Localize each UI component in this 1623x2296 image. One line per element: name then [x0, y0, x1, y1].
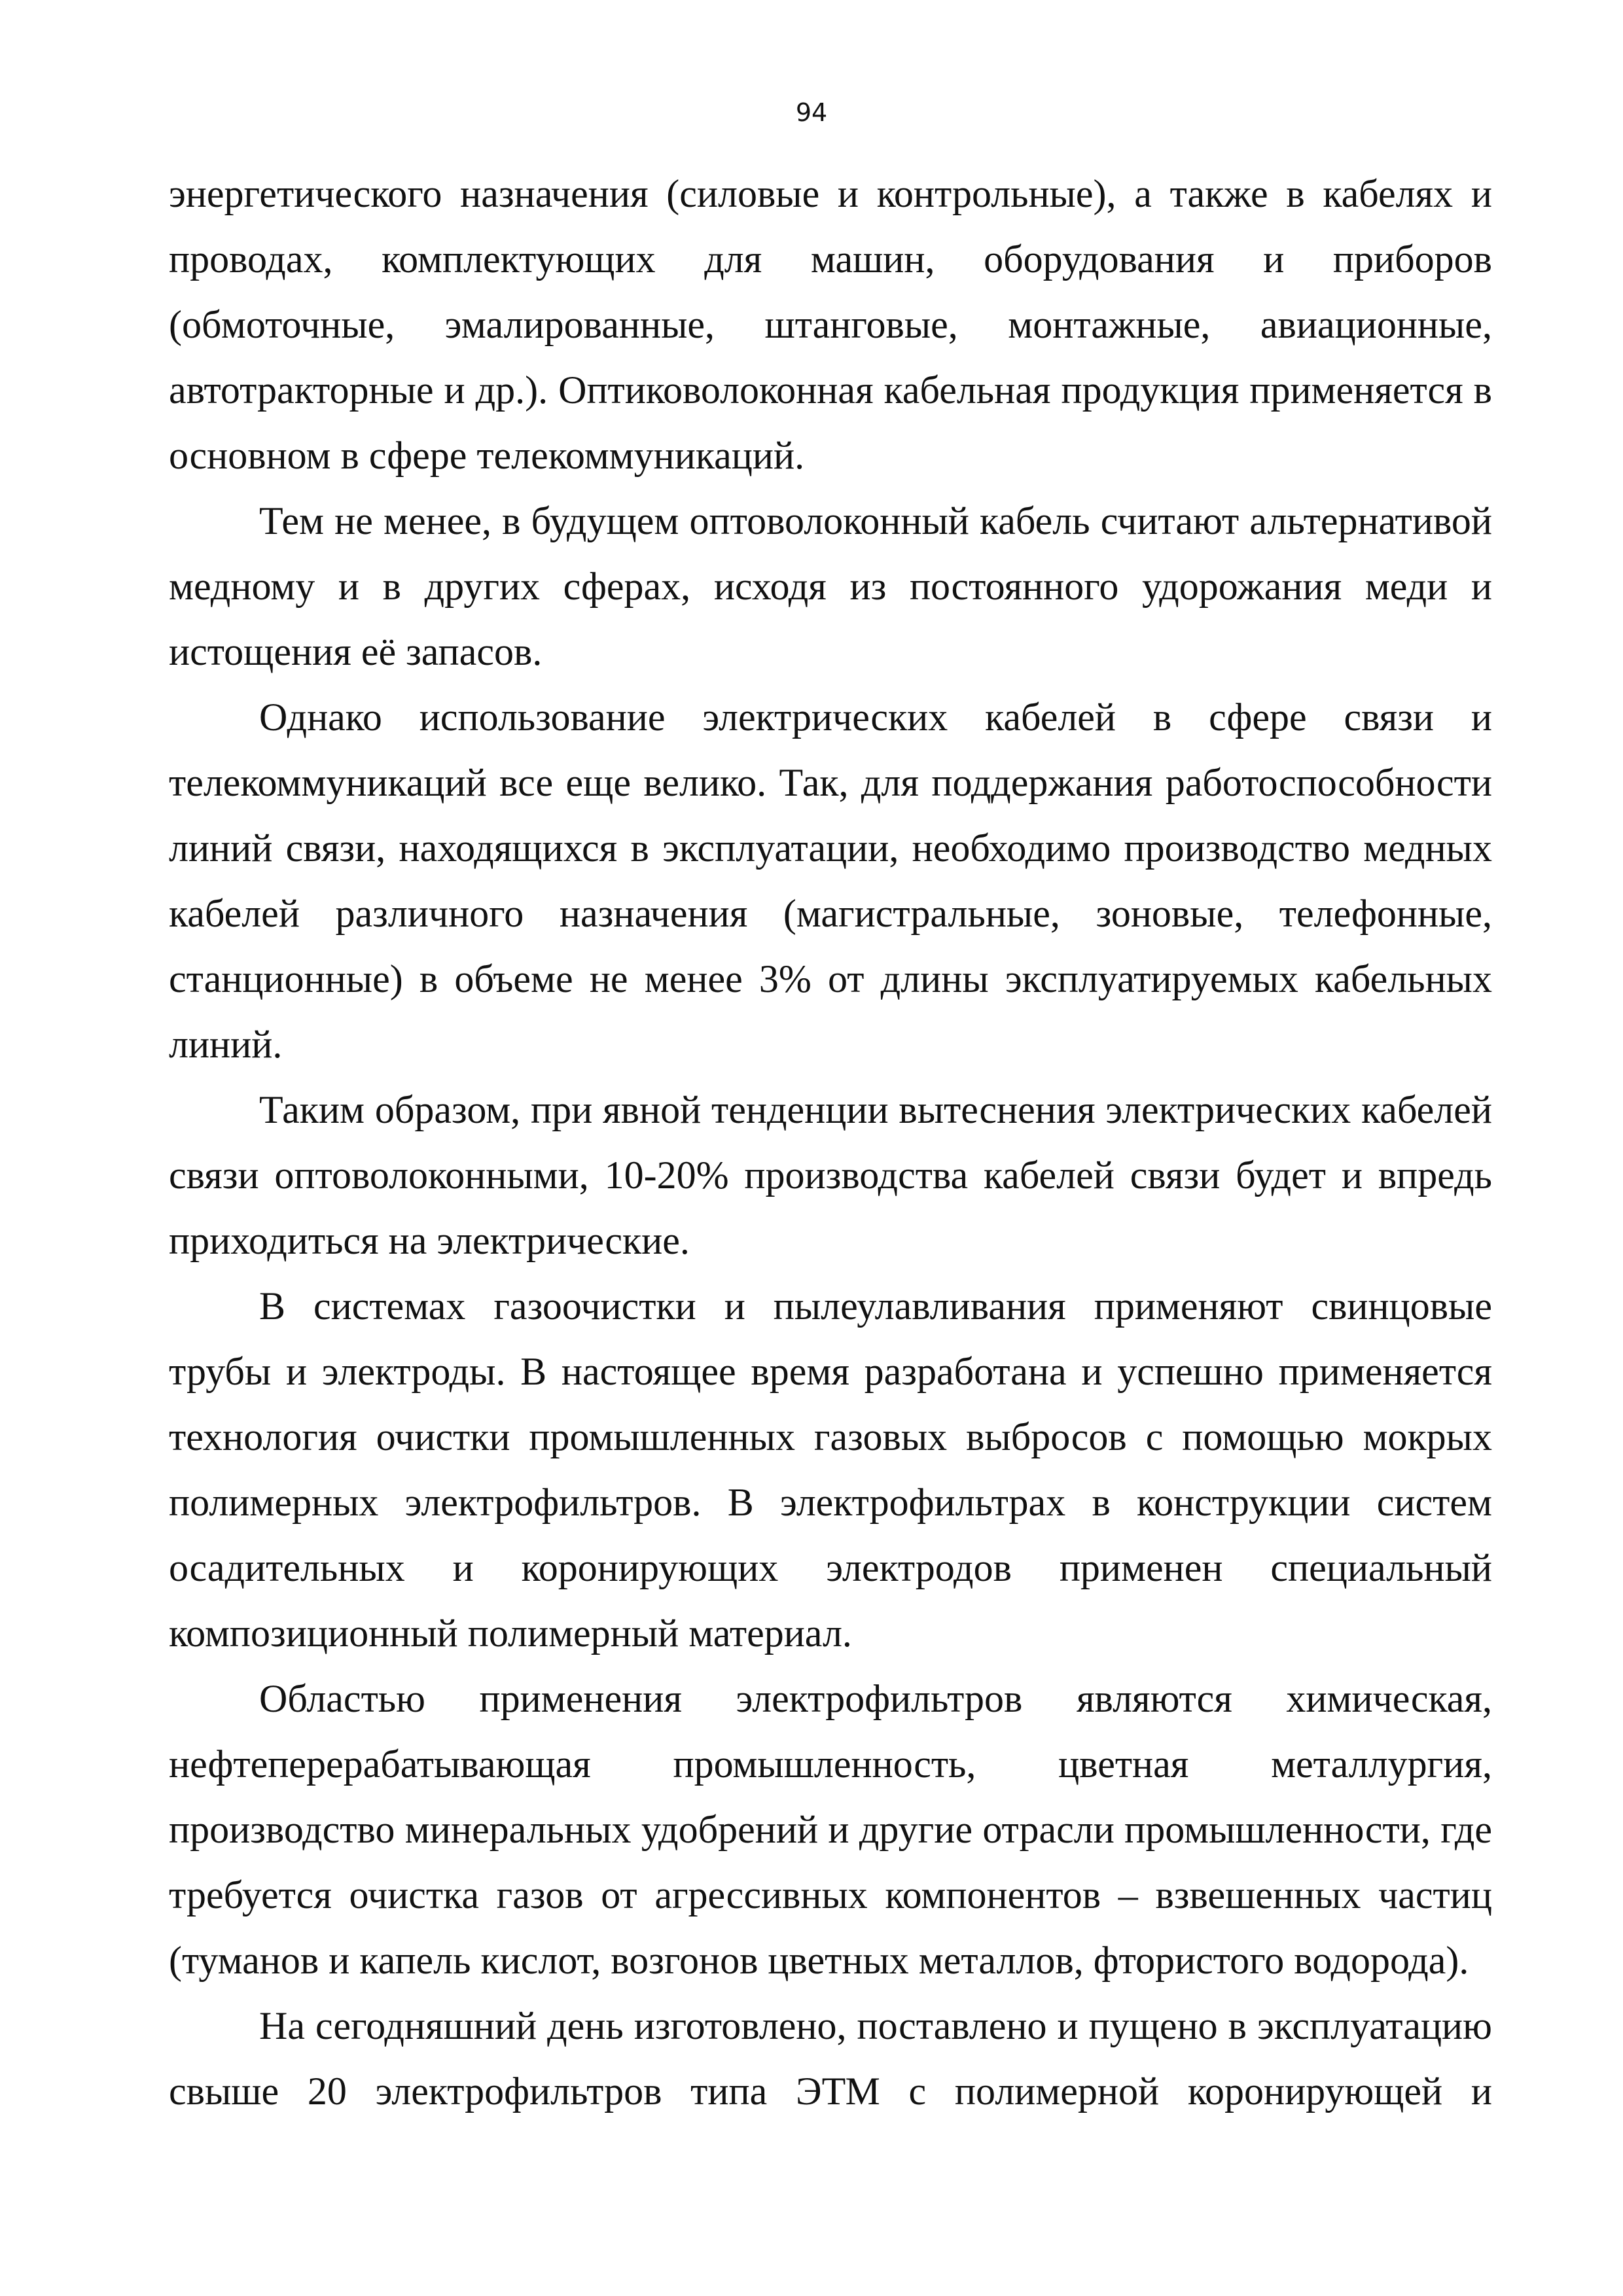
- paragraph-5: В системах газоочистки и пылеулавливания применяют свинцовые трубы и электроды. В настоящее время разработана и успешно применяется технология очистки промышленных газовых выбросов с помощью мокрых полимерных электрофильтров. В электрофильтрах в конструкции систем осадительных и коронирующих электродов применен специальный композиционный полимерный материал.: [169, 1284, 1492, 1655]
- paragraph-2: Тем не менее, в будущем оптоволоконный кабель считают альтернативой медному и в других сферах, исходя из постоянного удорожания меди и истощения её запасов.: [169, 499, 1492, 673]
- paragraph-6: Областью применения электрофильтров являются химическая, нефтеперерабатывающая промышленность, цветная металлургия, производство минеральных удобрений и другие отрасли промышленности, где требуется очистка газов от агрессивных компонентов – взвешенных частиц (туманов и капель кислот, возгонов цветных металлов, фтористого водорода).: [169, 1677, 1492, 1982]
- paragraph-3: Однако использование электрических кабелей в сфере связи и телекоммуникаций все еще велико. Так, для поддержания работоспособности линий связи, находящихся в эксплуатации, необходимо производство медных кабелей различного назначения (магистральные, зоновые, телефонные, станционные) в объеме не менее 3% от длины эксплуатируемых кабельных линий.: [169, 696, 1492, 1066]
- paragraph-1: энергетического назначения (силовые и контрольные), а также в кабелях и проводах, комплектующих для машин, оборудования и приборов (обмоточные, эмалированные, штанговые, монтажные, авиационные, автотракторные и др.). Оптиковолоконная кабельная продукция применяется в основном в сфере телекоммуникаций.: [169, 172, 1492, 477]
- paragraph-4: Таким образом, при явной тенденции вытеснения электрических кабелей связи оптоволоконными, 10-20% производства кабелей связи будет и впредь приходиться на электрические.: [169, 1088, 1492, 1262]
- paragraph-7: На сегодняшний день изготовлено, поставлено и пущено в эксплуатацию свыше 20 электрофильтров типа ЭТМ с полимерной коронирующей и: [169, 2004, 1492, 2113]
- body-text: [169, 161, 1492, 2124]
- page-number: 94: [795, 98, 828, 127]
